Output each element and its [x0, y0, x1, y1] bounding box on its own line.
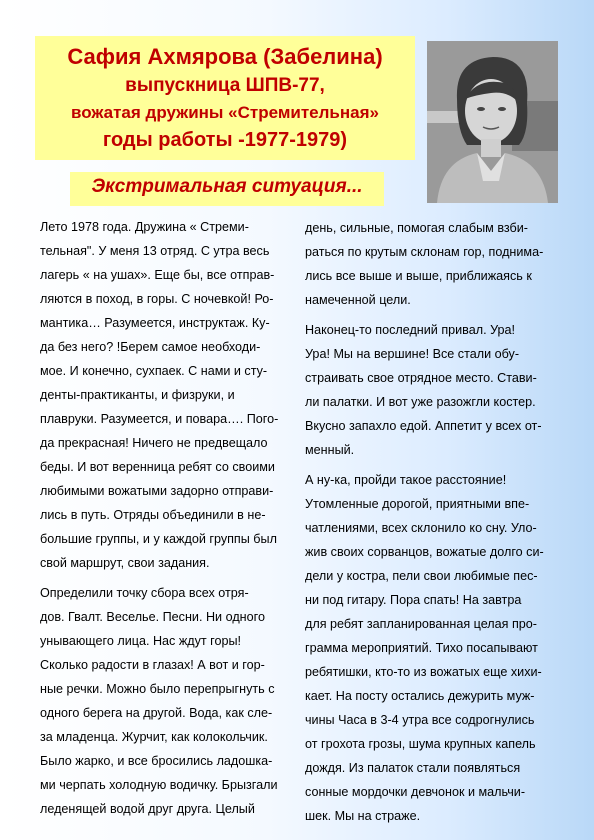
title-block: [35, 36, 415, 160]
text-line: мое. И конечно, сухпаек. С нами и сту-: [40, 364, 268, 378]
text-line: любимыми вожатыми задорно отправи-: [40, 484, 274, 498]
text-line: Вкусно запахло едой. Аппетит у всех от-: [305, 419, 542, 433]
text-line: лагерь « на ушах». Еще бы, все отправ-: [40, 268, 275, 282]
text-line: от грохота грозы, шума крупных капель: [305, 737, 536, 751]
text-line: да прекрасная! Ничего не предвещало: [40, 436, 268, 450]
title-name: Сафия Ахмярова (Забелина): [67, 44, 383, 69]
text-line: дождя. Из палаток стали появляться: [305, 761, 521, 775]
text-line: намеченной цели.: [305, 293, 411, 307]
text-line: ми черпать холодную водичку. Брызгали: [40, 778, 278, 792]
right-column: [305, 216, 567, 834]
text-line: лись в путь. Отряды объединили в не-: [40, 508, 266, 522]
text-line: для ребят запланированная целая про-: [305, 617, 537, 631]
portrait-photo: [427, 41, 558, 203]
paragraph: [305, 216, 567, 312]
paragraph: [40, 581, 302, 821]
text-line: раться по крутым склонам гор, поднима-: [305, 245, 544, 259]
article-subtitle: Экстримальная ситуация...: [91, 176, 363, 197]
text-line: ные речки. Можно было перепрыгнуть с: [40, 682, 275, 696]
left-column: [40, 215, 302, 827]
text-line: ляются в поход, в горы. С ночевкой! Ро-: [40, 292, 274, 306]
text-line: плавруки. Разумеется, и повара…. Пого-: [40, 412, 279, 426]
text-line: ни под гитару. Пора спать! На завтра: [305, 593, 522, 607]
text-line: ли палатки. И вот уже разожгли костер.: [305, 395, 536, 409]
text-line: одного берега на другой. Вода, как сле-: [40, 706, 273, 720]
text-line: дели у костра, пели свои любимые пес-: [305, 569, 538, 583]
paragraph: [40, 215, 302, 575]
text-line: большие группы, и у каждой группы был: [40, 532, 277, 546]
text-line: А ну-ка, пройди такое расстояние!: [305, 473, 507, 487]
text-line: Ура! Мы на вершине! Все стали обу-: [305, 347, 520, 361]
text-line: Сколько радости в глазах! А вот и гор-: [40, 658, 265, 672]
text-line: сонные мордочки девчонок и мальчи-: [305, 785, 526, 799]
text-line: Лето 1978 года. Дружина « Стреми-: [40, 220, 249, 234]
text-line: чины Часа в 3-4 утра все содрогнулись: [305, 713, 535, 727]
text-line: грамма мероприятий. Тихо посапывают: [305, 641, 538, 655]
text-line: унывающего лица. Нас ждут горы!: [40, 634, 242, 648]
text-line: день, сильные, помогая слабым взби-: [305, 221, 528, 235]
text-line: ребятишки, кто-то из вожатых еще хихи-: [305, 665, 542, 679]
text-line: менный.: [305, 443, 355, 457]
text-line: чатлениями, всех склонило ко сну. Уло-: [305, 521, 537, 535]
text-line: лись все выше и выше, приближаясь к: [305, 269, 532, 283]
subtitle-block: [70, 172, 384, 206]
text-line: денты-практиканты, и физруки, и: [40, 388, 235, 402]
text-line: за младенца. Журчит, как колокольчик.: [40, 730, 268, 744]
text-line: свой маршрут, свои задания.: [40, 556, 210, 570]
text-line: Утомленные дорогой, приятными впе-: [305, 497, 530, 511]
title-role: вожатая дружины «Стремительная»: [71, 103, 379, 122]
text-line: шек. Мы на страже.: [305, 809, 421, 823]
text-line: кает. На посту остались дежурить муж-: [305, 689, 535, 703]
text-line: мантика… Разумеется, инструктаж. Ку-: [40, 316, 270, 330]
paragraph: [305, 468, 567, 828]
portrait-illustration: [427, 41, 558, 203]
text-line: леденящей водой друг друга. Целый: [40, 802, 255, 816]
paragraph: [305, 318, 567, 462]
text-line: жив своих сорванцов, вожатые долго си-: [305, 545, 544, 559]
text-line: беды. И вот веренница ребят со своими: [40, 460, 275, 474]
text-line: Определили точку сбора всех отря-: [40, 586, 249, 600]
text-line: Наконец-то последний привал. Ура!: [305, 323, 516, 337]
text-line: Было жарко, и все бросились ладошка-: [40, 754, 273, 768]
title-years: годы работы -1977-1979): [102, 129, 348, 151]
text-line: да без него? !Берем самое необходи-: [40, 340, 261, 354]
title-graduate: выпускница ШПВ-77,: [125, 75, 325, 96]
text-line: дов. Гвалт. Веселье. Песни. Ни одного: [40, 610, 265, 624]
text-line: тельная". У меня 13 отряд. С утра весь: [40, 244, 270, 258]
text-line: страивать свое отрядное место. Стави-: [305, 371, 537, 385]
